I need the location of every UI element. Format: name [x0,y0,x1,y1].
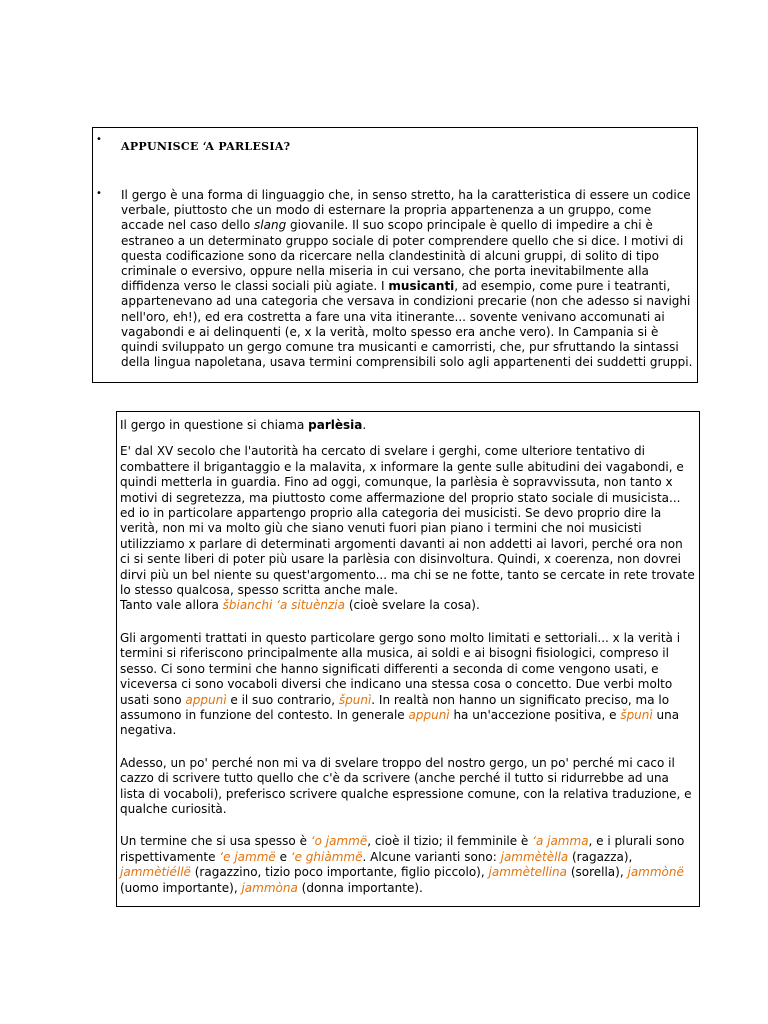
highlight-term: jammètèlla [500,849,569,864]
highlight-term: špunì [338,692,372,707]
section-box-parlesia [116,411,700,907]
highlight-term: šbianchi ‘a situènzia [222,598,345,613]
intro-paragraph: Il gergo è una forma di linguaggio che, in senso stretto, ha la caratteristica di essere un codice verbale, piuttosto che un modo di esternare la propria appartenenza a un gruppo, come accade nel caso dello slang giovanile. Il suo scopo principale è quello di impedire a chi è estraneo a un determinato gruppo sociale di poter comprendere quello che si dice. I motivi di questa codificazione sono da ricercare nella clandestinità di alcuni gruppi, di solito di tipo criminale o eversivo, oppure nella miseria in cui versano, che porta inevitabilmente alla diffidenza verso le classi sociali più agiate. I musicanti, ad esempio, come pure i teatranti, appartenevano ad una categoria che versava in condizioni precarie (non che adesso si navighi nell'oro, eh!), ed era costretta a fare una vita itinerante... sovente venivano accomunati ai vagabondi e ai delinquenti (e, x la verità, molto spesso era anche vero). In Campania si è quindi sviluppato un gergo comune tra musicanti e camorristi, che, pur sfruttando la sintassi della lingua napoletana, usava termini comprensibili solo agli appartenenti dei suddetti gruppi. [121,188,693,370]
history-paragraph: E' dal XV secolo che l'autorità ha cercato di svelare i gerghi, come ulteriore tentativo di combattere il brigantaggio e la malavita, x informare la gente sulle abitudini dei vagabondi, e quindi metterla in guardia. Fino ad oggi, comunque, la parlèsia è sopravvissuta, non tanto x motivi di segretezza, ma piuttosto come affermazione del proprio stato sociale di musicista... ed io in particolare appartengo proprio alla categoria dei musicisti. Se devo proprio dire la verità, non mi va molto giù che siano venuti fuori pian piano i termini che noi musicisti utilizziamo x parlare di determinati argomenti davanti ai non addetti ai lavori, perché ora non ci si sente liberi di poter più usare la parlèsia con disinvoltura. Quindi, x coerenza, non dovrei dirvi più un bel niente su quest'argomento... ma chi se ne fotte, tanto se cercate in rete trovate lo stesso qualcosa, spesso scritta anche male. Tanto vale allora šbianchi ‘a situènzia (cioè svelare la cosa). [120,444,695,613]
highlight-term: appunì [185,692,227,707]
highlight-term: jammètiéllë [120,865,191,880]
musicanti-term: musicanti [388,279,455,294]
highlight-term: jammètellina [488,865,567,880]
topics-paragraph: Gli argomenti trattati in questo particolare gergo sono molto limitati e settoriali... x la verità i termini si riferiscono principalmente alla musica, ai soldi e ai bisogni fisiologici, compreso il sesso. Ci sono termini che hanno significati differenti a seconda di come vengono usati, e viceversa ci sono vocaboli diversi che indicano una stessa cosa o concetto. Due verbi molto usati sono appunì e il suo contrario, špunì. In realtà non hanno un significato preciso, ma lo assumono in funzione del contesto. In generale appunì ha un'accezione positiva, e špunì una negativa. [120,630,681,738]
highlight-term: appunì [408,707,450,722]
curiosity-paragraph: Adesso, un po' perché non mi va di svelare troppo del nostro gergo, un po' perché mi caco il cazzo di scrivere tutto quello che c'è da scrivere (anche perché il tutto si ridurrebbe ad una lista di vocaboli), preferisco scrivere qualche espressione comune, con la relativa traduzione, e qualche curiosità. [120,755,692,816]
parlesia-term: parlèsia [308,418,363,432]
highlight-term: jammòna [241,880,298,895]
highlight-term: ‘a jamma [532,834,589,849]
highlight-term: ‘o jammë [310,834,368,849]
terms-paragraph: Un termine che si usa spesso è ‘o jammë, cioè il tizio; il femminile è ‘a jamma, e i plurali sono rispettivamente ‘e jammë e ‘e ghiàmmë. Alcune varianti sono: jammètèlla (ragazza), jammètiéllë (ragazzino, tizio poco importante, figlio piccolo), jammètellina (sorella), jammònë (uomo importante), jammòna (donna importante). [120,834,685,895]
highlight-term: špunì [620,707,653,722]
parlesia-text [120,418,695,896]
highlight-term: ‘e ghiàmmë [290,849,363,864]
bullet-icon: • [96,134,102,145]
highlight-term: ‘e jammë [219,849,276,864]
section-heading: APPUNISCE ‘A PARLESIA? [121,140,291,153]
bullet-icon: • [96,188,102,199]
intro-line: Il gergo in questione si chiama parlèsia. [120,418,367,432]
highlight-term: jammònë [627,865,684,880]
slang-term: slang [254,218,287,233]
section-box-intro [92,127,698,383]
